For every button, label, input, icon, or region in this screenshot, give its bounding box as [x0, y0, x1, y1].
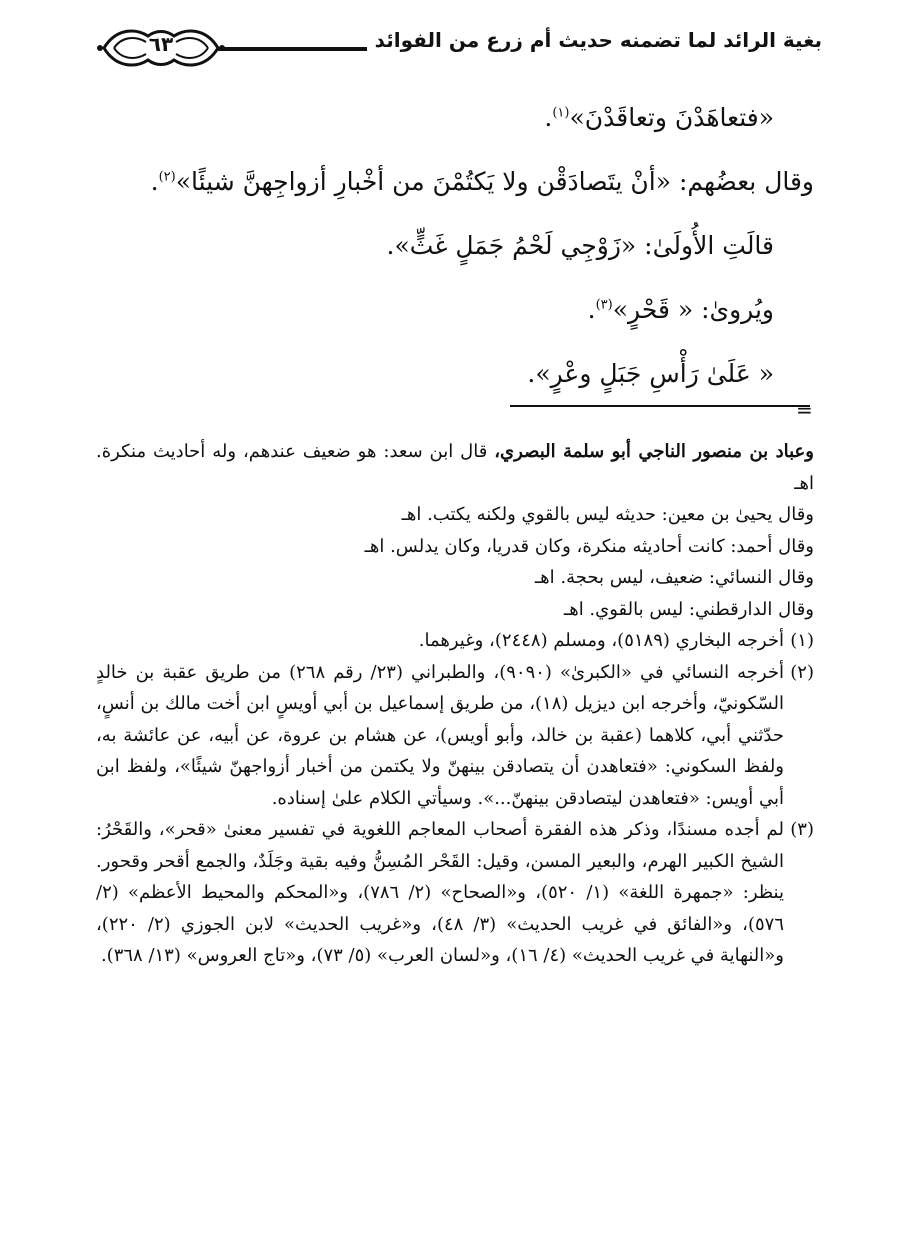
main-line-text: وقال بعضُهم: «أنْ يتَصادَقْن ولا يَكتُمْنَ من أخْبارِ أزواجِهنَّ شيئًا»	[175, 167, 814, 196]
footnote-ref[interactable]: (١)	[552, 105, 570, 121]
continued-note-line: وقال الدارقطني: ليس بالقوي. اهـ	[563, 598, 814, 620]
footnote-ref[interactable]: (٢)	[158, 169, 176, 185]
footnote-ref[interactable]: (٣)	[595, 297, 613, 313]
main-text	[94, 86, 814, 406]
main-line	[94, 342, 814, 406]
main-line-end: .	[544, 103, 553, 132]
narrator-name: وعباد بن منصور الناجي أبو سلمة البصري،	[494, 441, 814, 462]
main-line-text: قالَتِ الأُولَىٰ: «زَوْجِي لَحْمُ جَمَلٍ غَثٍّ».	[386, 231, 774, 260]
continued-note-line: وقال يحيىٰ بن معين: حديثه ليس بالقوي ولكنه يكتب. اهـ	[401, 504, 814, 525]
main-line	[94, 150, 814, 214]
continuation-mark: =	[796, 398, 813, 422]
running-title: بغية الرائد لما تضمنه حديث أم زرع من الفوائد	[374, 28, 822, 52]
footnote	[96, 657, 814, 815]
main-line	[94, 214, 814, 278]
footnote-number: (٢)	[790, 661, 814, 683]
main-line	[94, 86, 814, 150]
main-line-text: « عَلَىٰ رَأْسِ جَبَلٍ وعْرٍ».	[527, 359, 774, 388]
footnote	[96, 625, 814, 657]
footnote-text: أخرجه البخاري (٥١٨٩)، ومسلم (٢٤٤٨)، وغيرهما.	[418, 630, 784, 651]
footnote-text: لم أجده مسندًا، وذكر هذه الفقرة أصحاب المعاجم اللغوية في تفسير معنىٰ «قحر»، والقَحْرُ: الشيخ الكبير الهرم، والبعير المسن، وقيل: القَحْر المُسِنُّ وفيه بقية وجَلَدٌ، والجمع أقحر وقحور. ينظر: «جمهرة اللغة» (١/ ٥٢٠)، و«الصحاح» (٢/ ٧٨٦)، و«المحكم والمحيط الأعظم» (٢/ ٥٧٦)، و«الفائق في غريب الحديث» (٣/ ٤٨)، و«غريب الحديث» لابن الجوزي (٢/ ٢٢٠)، و«النهاية في غريب الحديث» (٤/ ١٦)، و«لسان العرب» (٥/ ٧٣)، و«تاج العروس» (١٣/ ٣٦٨).	[96, 819, 785, 966]
main-line-end: .	[587, 295, 596, 324]
page-header	[96, 22, 822, 74]
continued-note-line: وقال النسائي: ضعيف، ليس بحجة. اهـ	[534, 567, 814, 588]
header-rule	[216, 47, 367, 51]
continued-note-text: قال ابن سعد: هو ضعيف عندهم، وله أحاديث منكرة. اهـ	[96, 441, 814, 494]
main-line	[94, 278, 814, 342]
footnote	[96, 814, 814, 972]
continued-note-line: وقال أحمد: كانت أحاديثه منكرة، وكان قدريا، وكان يدلس. اهـ	[364, 535, 814, 557]
main-line-text: «فتعاهَدْنَ وتعاقَدْنَ»	[569, 103, 774, 132]
footnote-number: (١)	[790, 630, 814, 651]
main-line-end: .	[150, 167, 159, 196]
continued-note	[96, 436, 814, 499]
footnote-separator	[510, 405, 810, 407]
page-number: ٦٣	[148, 32, 174, 56]
footnotes	[96, 436, 814, 972]
footnote-number: (٣)	[790, 819, 814, 840]
footnote-text: أخرجه النسائي في «الكبرىٰ» (٩٠٩٠)، والطبراني (٢٣/ رقم ٢٦٨) من طريق عقبة بن خالدٍ السّكونيّ، وأخرجه ابن ديزيل (١٨)، من طريق إسماعيل بن أبي أويسٍ ابن أخت مالك بن أنسٍ، حدّثني أبي، كلاهما (عقبة بن خالد، وأبو أويس)، عن هشام بن عروة، عن أبيه، عن عائشة به، ولفظ السكوني: «فتعاهدن أن يتصادقن بينهنّ ولا يكتمن من أخبار أزواجهنّ شيئًا»، ولفظ ابن أبي أويس: «فتعاهدن ليتصادقن بينهنّ...». وسيأتي الكلام علىٰ إسناده.	[96, 661, 785, 809]
main-line-text: ويُروىٰ: « قَحْرٍ»	[612, 295, 774, 324]
